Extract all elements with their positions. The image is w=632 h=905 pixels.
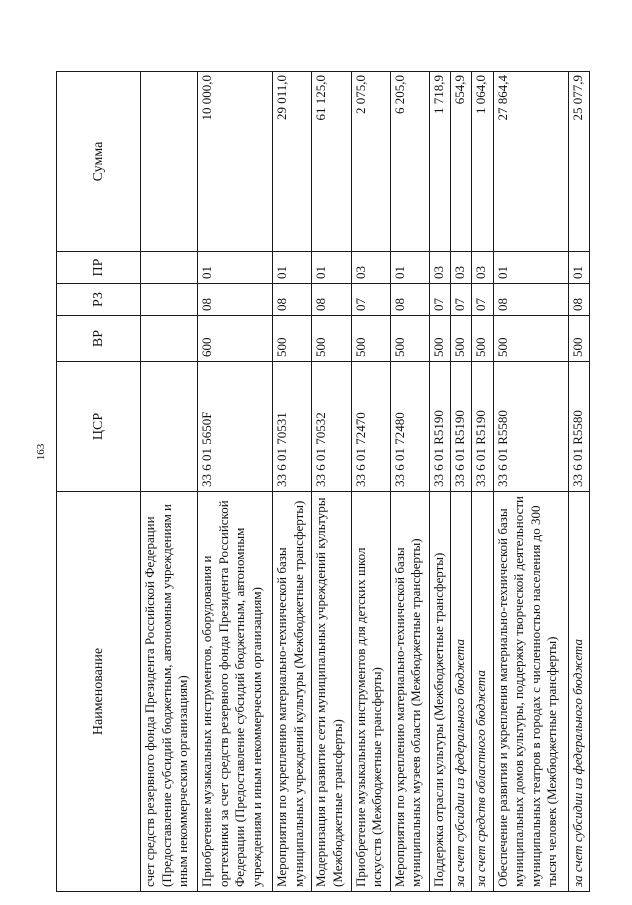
cell-rz: 07 [472, 284, 493, 316]
cell-name: за счет субсидии из федерального бюджета [451, 492, 472, 892]
cell-name: Мероприятия по укреплению материально-технической базы муниципальных учреждений культуры (Межбюджетные трансферты) [273, 492, 312, 892]
cell-name: Обеспечение развития и укрепления материально-технической базы муниципальных домов культуры, поддержку творческой деятельности муниципальных театров в городах с численностью населения до 300 тысяч человек (Межбюджетные трансферты) [493, 492, 568, 892]
cell-name: Мероприятия по укреплению материально-технической базы муниципальных музеев области (Межбюджетные трансферты) [390, 492, 429, 892]
cell-sum: 61 125,0 [312, 72, 351, 252]
cell-name: за счет средств областного бюджета [472, 492, 493, 892]
cell-csr: 33 6 01 R5190 [429, 362, 450, 492]
cell-csr [141, 362, 198, 492]
table-row [451, 72, 472, 892]
cell-csr: 33 6 01 5650F [198, 362, 273, 492]
cell-vr [141, 316, 198, 362]
cell-rz: 08 [568, 284, 589, 316]
cell-name: Модернизация и развитие сети муниципальных учреждений культуры (Межбюджетные трансферты) [312, 492, 351, 892]
cell-sum: 1 064,0 [472, 72, 493, 252]
header-csr: ЦСР [57, 362, 141, 492]
cell-csr: 33 6 01 72480 [390, 362, 429, 492]
header-pr: ПР [57, 252, 141, 284]
cell-pr: 01 [312, 252, 351, 284]
cell-sum: 2 075,0 [351, 72, 390, 252]
cell-vr: 500 [312, 316, 351, 362]
cell-sum: 654,9 [451, 72, 472, 252]
cell-csr: 33 6 01 R5190 [451, 362, 472, 492]
cell-pr: 03 [472, 252, 493, 284]
budget-table-rotated [56, 72, 590, 892]
table-row [493, 72, 568, 892]
cell-pr: 03 [429, 252, 450, 284]
cell-rz: 07 [429, 284, 450, 316]
cell-pr: 03 [451, 252, 472, 284]
cell-csr: 33 6 01 R5580 [568, 362, 589, 492]
cell-name: за счет субсидии из федерального бюджета [568, 492, 589, 892]
cell-sum: 29 011,0 [273, 72, 312, 252]
cell-pr: 01 [198, 252, 273, 284]
header-rz: РЗ [57, 284, 141, 316]
cell-rz: 08 [493, 284, 568, 316]
cell-sum: 27 864,4 [493, 72, 568, 252]
cell-name: Поддержка отрасли культуры (Межбюджетные трансферты) [429, 492, 450, 892]
table-row [390, 72, 429, 892]
cell-rz: 07 [451, 284, 472, 316]
cell-vr: 500 [493, 316, 568, 362]
cell-vr: 500 [273, 316, 312, 362]
cell-vr: 500 [472, 316, 493, 362]
cell-name: Приобретение музыкальных инструментов, оборудования и оргтехники за счет средств резервного фонда Президента Российской Федерации (Предоставление субсидий бюджетным, автономным учреждениям и иным некоммерческим организациям) [198, 492, 273, 892]
budget-table [56, 71, 590, 892]
cell-vr: 500 [429, 316, 450, 362]
cell-pr: 01 [273, 252, 312, 284]
table-row [568, 72, 589, 892]
table-row [312, 72, 351, 892]
table-body [141, 72, 590, 892]
cell-csr: 33 6 01 70531 [273, 362, 312, 492]
cell-pr [141, 252, 198, 284]
table-row [141, 72, 198, 892]
page-number: 163 [35, 443, 47, 461]
cell-rz: 08 [390, 284, 429, 316]
cell-sum: 1 718,9 [429, 72, 450, 252]
cell-pr: 03 [351, 252, 390, 284]
table-row [429, 72, 450, 892]
cell-pr: 01 [390, 252, 429, 284]
header-row [57, 72, 141, 892]
cell-name: счет средств резервного фонда Президента Российской Федерации (Предоставление субсидий бюджетным, автономным учреждениям и иным некоммерческим организациям) [141, 492, 198, 892]
table-row [472, 72, 493, 892]
cell-rz: 07 [351, 284, 390, 316]
header-vr: ВР [57, 316, 141, 362]
cell-sum [141, 72, 198, 252]
cell-rz: 08 [312, 284, 351, 316]
cell-vr: 500 [568, 316, 589, 362]
table-row [273, 72, 312, 892]
cell-csr: 33 6 01 70532 [312, 362, 351, 492]
table-row [198, 72, 273, 892]
cell-rz: 08 [198, 284, 273, 316]
table-row [351, 72, 390, 892]
cell-csr: 33 6 01 R5580 [493, 362, 568, 492]
cell-sum: 25 077,9 [568, 72, 589, 252]
cell-vr: 500 [351, 316, 390, 362]
cell-csr: 33 6 01 R5190 [472, 362, 493, 492]
cell-pr: 01 [493, 252, 568, 284]
header-name: Наименование [57, 492, 141, 892]
cell-sum: 10 000,0 [198, 72, 273, 252]
cell-vr: 500 [390, 316, 429, 362]
cell-vr: 500 [451, 316, 472, 362]
cell-pr: 01 [568, 252, 589, 284]
cell-csr: 33 6 01 72470 [351, 362, 390, 492]
cell-rz: 08 [273, 284, 312, 316]
cell-rz [141, 284, 198, 316]
header-sum: Сумма [57, 72, 141, 252]
cell-vr: 600 [198, 316, 273, 362]
cell-sum: 6 205,0 [390, 72, 429, 252]
cell-name: Приобретение музыкальных инструментов для детских школ искусств (Межбюджетные трансферты) [351, 492, 390, 892]
